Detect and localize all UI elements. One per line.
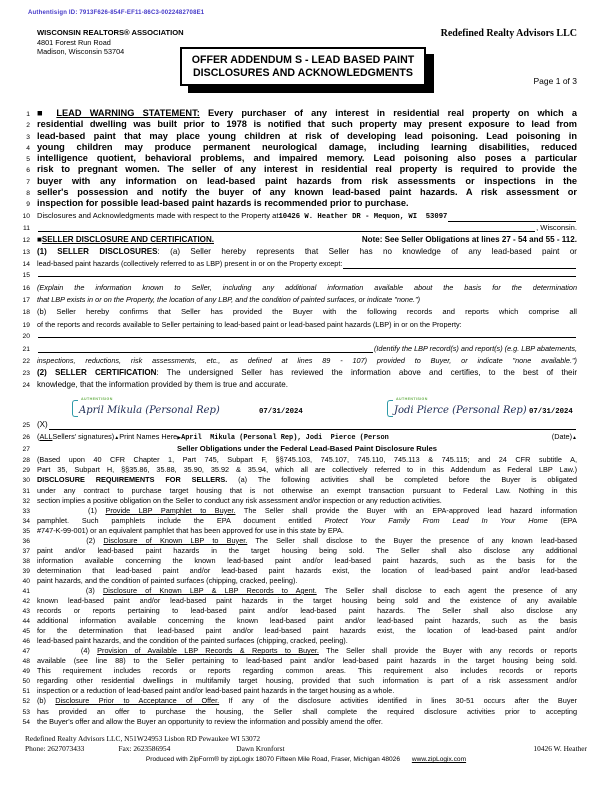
- form-title-box: [180, 47, 426, 86]
- line-number: 13: [22, 248, 30, 256]
- line-number: 17: [22, 297, 30, 305]
- form-line-43: [20, 606, 577, 616]
- form-line-21: [20, 343, 577, 355]
- line-number: 39: [22, 567, 30, 575]
- form-line-44: [20, 616, 577, 626]
- form-text: (1) SELLER DISCLOSURES: [37, 246, 158, 256]
- form-text: Note: See Seller Obligations at lines 27 - 54 and 55 - 112.: [361, 234, 577, 244]
- form-text: (a) The following activities shall be completed before the Buyer is obligated: [227, 475, 577, 485]
- form-text: the Buyer's offer and allow the Buyer an opportunity to review the information and possibly amend the offer.: [37, 716, 383, 726]
- form-line-5: [20, 153, 577, 164]
- line-number: 24: [22, 381, 30, 389]
- line-number: 31: [22, 487, 30, 495]
- form-text: for the determination that lead-based paint and/or lead-based paint hazards exist, the location of lead-based paint and/or: [37, 626, 577, 636]
- form-text: Disclosure of Known LBP to Buyer.: [103, 535, 248, 545]
- form-text: The Seller shall provide the Buyer with an EPA-approved lead hazard information: [235, 505, 577, 515]
- line-number: 53: [22, 708, 30, 716]
- line-number: 1: [26, 111, 30, 118]
- association-name: WISCONSIN REALTORS® ASSOCIATION: [37, 28, 184, 37]
- signature-2-date: 07/31/2024: [529, 408, 573, 417]
- authentisign-watermark: AUTHENTISIGN: [81, 396, 113, 401]
- form-text: Disclosure of Known LBP & LBP Records to Agent.: [102, 585, 317, 595]
- form-text: April Mikula (Personal Rep), Jodi Pierce (Person: [181, 434, 389, 443]
- form-text: has provided an offer to purchase the housing, the Seller shall complete the required disclosure activities prior to accepting: [37, 706, 577, 716]
- line-number: 14: [22, 261, 30, 269]
- authentisign-bracket-icon: [387, 400, 393, 417]
- form-text: (EPA: [547, 515, 577, 525]
- line-number: 19: [22, 321, 30, 329]
- line-number: 35: [22, 527, 30, 535]
- form-line-48: [20, 656, 577, 666]
- seller-signature-1[interactable]: [72, 396, 220, 418]
- form-line-13: [20, 246, 577, 258]
- form-line-30: [20, 475, 577, 485]
- form-text: ▲: [114, 435, 120, 442]
- line-number: 11: [23, 224, 30, 232]
- form-line-36: [20, 536, 577, 546]
- footer-firm-address: Redefined Realty Advisors LLC, N51W24953 Lisbon RD Pewaukee WI 53072: [25, 734, 261, 743]
- form-line-38: [20, 556, 577, 566]
- form-line-28: [20, 455, 577, 465]
- form-text: Provision of Available LBP Records & Reports to Buyer.: [97, 646, 319, 656]
- form-text: Part 35, Subpart H, §§35.86, 35.88, 35.90, 35.92 & 35.94, which all are collectively referred to in this Addendum as Federal LBP Law.): [37, 465, 577, 475]
- form-title-line-2: DISCLOSURES AND ACKNOWLEDGMENTS: [193, 66, 413, 79]
- line-number: 49: [22, 668, 30, 676]
- form-line-47: [20, 646, 577, 656]
- form-line-20: [20, 331, 577, 343]
- form-text: This requirement includes records or reports regarding common areas. This requirement also includes records or reports: [37, 666, 577, 676]
- form-text: (3): [37, 585, 103, 595]
- form-text: SELLER DISCLOSURE AND CERTIFICATION.: [41, 234, 214, 244]
- form-line-34: [20, 516, 577, 526]
- form-text: If any of the disclosure activities identified in lines 30-51 occurs after the Buyer: [219, 696, 577, 706]
- line-number: 34: [22, 517, 30, 525]
- form-text: (Identify the LBP record(s) and report(s) (e.g. LBP abatements,: [373, 343, 577, 353]
- association-address-2: Madison, Wisconsin 53704: [37, 47, 125, 57]
- lead-warning-section: [20, 108, 577, 210]
- form-text: Print Names Here: [119, 432, 178, 442]
- form-text: DISCLOSURE REQUIREMENTS FOR SELLERS.: [37, 475, 228, 485]
- form-line-25: [20, 419, 577, 431]
- authentisign-watermark: AUTHENTISIGN: [396, 396, 428, 401]
- line-number: 16: [22, 285, 30, 293]
- form-line-24: [20, 379, 577, 391]
- line-number: 29: [22, 467, 30, 475]
- line-number: 27: [22, 446, 30, 454]
- line-number: 10: [22, 212, 30, 220]
- line-number: 15: [22, 272, 30, 280]
- form-line-32: [20, 496, 577, 506]
- form-text: (Explain the information known to Seller, including any additional information available about the basis for the determination: [37, 283, 577, 293]
- form-text: inspection for possible lead-based paint hazards is recommended prior to purchase.: [37, 198, 409, 209]
- form-text: intelligence quotient, behavioral problems, and impaired memory. Lead poisoning also poses a particular: [37, 153, 577, 164]
- line-number: 40: [22, 577, 30, 585]
- form-text: knowledge, that the information provided by them is true and accurate.: [37, 379, 288, 389]
- form-text: pamphlet. Such pamphlets include the EPA document entitled: [37, 515, 325, 525]
- line-number: 28: [22, 457, 30, 465]
- form-line-27: [20, 443, 577, 455]
- line-number: 18: [22, 309, 30, 317]
- form-text: ■: [37, 108, 57, 118]
- form-text: , Wisconsin.: [536, 222, 577, 232]
- page-footer: [25, 734, 587, 765]
- form-text: ■: [37, 234, 42, 244]
- form-text: (4): [37, 646, 98, 656]
- line-number: 3: [26, 133, 30, 141]
- line-number: 42: [22, 598, 30, 606]
- form-line-4: [20, 142, 577, 153]
- form-text: buyer with any information on lead-based paint hazards from risk assessments or inspections in the: [37, 175, 577, 186]
- form-text: residential dwelling was built prior to 1978 is notified that such property may present exposure to lead from: [37, 119, 577, 130]
- line-number: 38: [22, 557, 30, 565]
- blank-field[interactable]: [38, 276, 576, 277]
- form-line-51: [20, 686, 577, 696]
- line-number: 6: [26, 167, 30, 175]
- form-line-41: [20, 586, 577, 596]
- form-line-46: [20, 636, 577, 646]
- form-text: Provide LBP Pamphlet to Buyer.: [105, 505, 236, 515]
- form-line-29: [20, 465, 577, 475]
- signature-1-date: 07/31/2024: [259, 408, 303, 417]
- authentisign-id: Authentisign ID: 7913F626-854F-EF11-86C3-0022482708E1: [28, 10, 205, 16]
- line-number: 47: [22, 648, 30, 656]
- form-text: that LBP exists in or on the Property, the location of any LBP, and the condition of painted surfaces, or indicate "none."): [37, 295, 421, 305]
- form-text: seller's possession and notify the buyer of any known lead-based paint hazards. A risk assessment or: [37, 187, 577, 198]
- authentisign-bracket-icon: [72, 400, 78, 417]
- form-line-26: [20, 431, 577, 443]
- line-number: 7: [26, 178, 30, 186]
- line-number: 21: [22, 345, 30, 353]
- form-text: records or reports pertaining to lead-based paint and/or lead-based paint hazards. The Seller shall also disclose any: [37, 606, 577, 616]
- form-text: Disclosures and Acknowledgments made with respect to the Property at: [37, 210, 279, 220]
- form-text: (1): [37, 505, 106, 515]
- page-number: Page 1 of 3: [533, 76, 577, 86]
- form-text: lead-based paint hazards, and the condition of the painted surfaces (chipping, cracked, peeling).: [37, 636, 348, 646]
- form-text: lead-based paint that may place young children at risk of developing lead poisoning. Lead poisoning in: [37, 130, 577, 141]
- footer-doc-ref: 10426 W. Heather: [533, 744, 587, 753]
- form-line-37: [20, 546, 577, 556]
- form-line-2: [20, 119, 577, 130]
- form-text: risk to pregnant women. The seller of any interest in residential real property is required to provide the: [37, 164, 577, 175]
- form-line-3: [20, 131, 577, 142]
- line-number: 51: [22, 688, 30, 696]
- form-line-49: [20, 666, 577, 676]
- form-text: The Seller shall provide the Buyer with any records or reports: [318, 646, 577, 656]
- blank-field[interactable]: [343, 268, 576, 269]
- form-title-line-1: OFFER ADDENDUM S - LEAD BASED PAINT: [191, 54, 415, 66]
- line-number: 8: [26, 190, 30, 198]
- form-text: Seller Obligations under the Federal Lead-Based Paint Disclosure Rules: [177, 444, 437, 454]
- form-line-6: [20, 164, 577, 175]
- form-text: under any contract to purchase target housing that is not otherwise an exempt transaction pursuant to Federal Law. Nothing in this: [37, 485, 577, 495]
- line-number: 36: [22, 537, 30, 545]
- form-line-33: [20, 506, 577, 516]
- signature-2-name: Jodi Pierce (Personal Rep): [394, 405, 527, 417]
- association-block: [37, 28, 184, 57]
- line-number: 12: [22, 236, 30, 244]
- form-text: section implies a positive obligation on the Seller to conduct any risk assessment and/or inspection or any reduction activities.: [37, 495, 442, 505]
- obligations-section: [20, 455, 577, 726]
- form-line-7: [20, 176, 577, 187]
- form-line-1: [20, 108, 577, 119]
- form-text: young children may produce permanent neurological damage, including learning disabilities, reduced: [37, 141, 577, 152]
- form-text: Sellers' signatures): [52, 432, 115, 442]
- form-text: Disclosure Prior to Acceptance of Offer.: [55, 696, 220, 706]
- line-number: 9: [26, 201, 30, 209]
- line-number: 2: [26, 122, 30, 130]
- association-address-1: 4801 Forest Run Road: [37, 37, 111, 47]
- form-line-10: [20, 210, 577, 222]
- form-line-22: [20, 355, 577, 367]
- signature-1-name: April Mikula (Personal Rep): [79, 405, 220, 417]
- form-line-9: [20, 198, 577, 209]
- form-text: (X): [37, 420, 48, 430]
- form-line-39: [20, 566, 577, 576]
- blank-field[interactable]: [49, 429, 576, 430]
- ziplogix-link[interactable]: www.zipLogix.com: [411, 756, 467, 763]
- line-number: 46: [22, 638, 30, 646]
- line-number: 30: [22, 477, 30, 485]
- form-text: Every purchaser of any interest in residential real property on which a: [199, 108, 577, 118]
- blank-field[interactable]: [38, 337, 576, 338]
- line-number: 22: [22, 357, 30, 365]
- document-body: [20, 108, 577, 727]
- line-number: 41: [22, 587, 30, 595]
- firm-name: Redefined Realty Advisors LLC: [440, 28, 577, 39]
- form-text: LEAD WARNING STATEMENT:: [56, 108, 200, 118]
- form-text: ▶: [177, 435, 182, 442]
- form-text: information available concerning the known lead-based paint and/or lead-based paint hazards, such as the basis for the: [37, 555, 577, 565]
- form-line-52: [20, 696, 577, 706]
- form-text: The Seller shall disclose to each agent the presence of any: [316, 585, 577, 595]
- form-text: ALL: [39, 432, 53, 442]
- form-text: lead-based paint hazards (collectively referred to as LBP) present in or on the Property except:: [37, 259, 343, 269]
- line-number: 4: [26, 144, 30, 152]
- form-text: paint and/or lead-based paint hazards in the target housing being sold. The Seller shall also disclose any additional: [37, 545, 577, 555]
- form-text: (b): [37, 696, 56, 706]
- form-text: (Based upon 40 CFR Chapter 1, Part 745, Subpart F, §§745.103, 745.107, 745.110, 745.113 & 745.115; and 24 CFR subtitle A,: [37, 455, 577, 465]
- line-number: 33: [22, 507, 30, 515]
- line-number: 25: [22, 422, 30, 430]
- form-line-40: [20, 576, 577, 586]
- line-number: 43: [22, 608, 30, 616]
- form-text: determination that lead-based paint and/or lead-based paint hazards exist, the location of lead-based paint and/or lead-based: [37, 565, 577, 575]
- line-number: 37: [22, 547, 30, 555]
- footer-produced-by: Produced with ZipForm® by zipLogix 18070 Fifteen Mile Road, Fraser, Michigan 48026: [145, 756, 400, 763]
- form-text: known lead-based paint and/or lead-based paint hazards in the target housing being sold and the existence of any available: [37, 596, 577, 606]
- form-line-17: [20, 294, 577, 306]
- form-text: : (a) Seller hereby represents that Seller has no knowledge of any lead-based paint or: [157, 246, 577, 256]
- line-number: 5: [26, 156, 30, 164]
- form-line-23: [20, 367, 577, 379]
- line-number: 20: [22, 332, 30, 340]
- form-line-42: [20, 596, 577, 606]
- form-line-45: [20, 626, 577, 636]
- form-text: (b) Seller hereby confirms that Seller has provided the Buyer with the following records and reports which comprise all: [37, 307, 577, 317]
- form-text: available (see line 88) to the Seller pertaining to lead-based paint and/or lead-based paint hazards in the target housing being sold.: [37, 656, 577, 666]
- line-number: 23: [22, 369, 30, 377]
- line-number: 32: [22, 497, 30, 505]
- form-line-18: [20, 306, 577, 318]
- line-number: 50: [22, 678, 30, 686]
- form-text: additional information available concerning the known lead-based paint and/or lead-based paint hazards, such as the basis: [37, 616, 577, 626]
- form-text: of the reports and records available to Seller pertaining to lead-based paint or lead-based paint hazards (LBP) in or on the Property:: [37, 319, 462, 329]
- form-line-11: [20, 222, 577, 234]
- seller-signature-2[interactable]: [387, 396, 527, 418]
- form-text: (: [37, 432, 40, 442]
- form-text: inspections, reductions, risk assessments, etc., as defined at lines 89 - 107) provided to Buyer, or indicate "none available."): [37, 355, 577, 365]
- line-number: 26: [22, 434, 30, 442]
- signature-line-section: [20, 419, 577, 455]
- form-line-14: [20, 258, 577, 270]
- form-text: The Seller shall disclose to the Buyer the presence of any known lead-based: [247, 535, 577, 545]
- footer-fax: Fax: 2623586954: [118, 744, 171, 753]
- signature-row: [37, 391, 577, 419]
- form-text: : The undersigned Seller has reviewed the information above and certifies, to the best of their: [156, 367, 577, 377]
- form-line-8: [20, 187, 577, 198]
- form-text: #747-K-99-001) or an equivalent pamphlet that has been approved for use in this state by EPA.: [37, 525, 344, 535]
- blank-field[interactable]: [38, 352, 373, 353]
- blank-field[interactable]: [38, 231, 535, 232]
- form-text: inspection or a reduction of lead-based paint and/or lead-based paint hazards in the target housing as a whole.: [37, 686, 395, 696]
- form-line-53: [20, 707, 577, 717]
- line-number: 45: [22, 628, 30, 636]
- form-text: regarding other residential dwellings in multifamily target housing, provided that such information is part of a risk assessment and/or: [37, 676, 577, 686]
- footer-agent: Dawn Kronforst: [236, 744, 285, 753]
- form-line-31: [20, 486, 577, 496]
- line-number: 54: [22, 718, 30, 726]
- line-number: 44: [22, 618, 30, 626]
- form-line-50: [20, 676, 577, 686]
- form-text: Protect Your Family From Lead In Your Home: [324, 515, 548, 525]
- form-text: (2) SELLER CERTIFICATION: [37, 367, 157, 377]
- form-text: 10426 W. Heather DR - Mequon, WI 53097: [278, 211, 447, 222]
- form-line-12: [20, 234, 577, 246]
- form-line-15: [20, 270, 577, 282]
- form-text: (Date): [551, 432, 573, 442]
- form-line-35: [20, 526, 577, 536]
- line-number: 48: [22, 658, 30, 666]
- form-text: (2): [37, 535, 104, 545]
- line-number: 52: [22, 698, 30, 706]
- footer-phone: Phone: 2627073433: [25, 744, 85, 753]
- form-text: paint hazards, and the condition of painted surfaces (chipping, cracked, peeling).: [37, 575, 298, 585]
- form-line-19: [20, 319, 577, 331]
- form-line-54: [20, 717, 577, 727]
- disclosure-section: [20, 210, 577, 391]
- form-text: ▲: [572, 435, 577, 442]
- form-line-16: [20, 282, 577, 294]
